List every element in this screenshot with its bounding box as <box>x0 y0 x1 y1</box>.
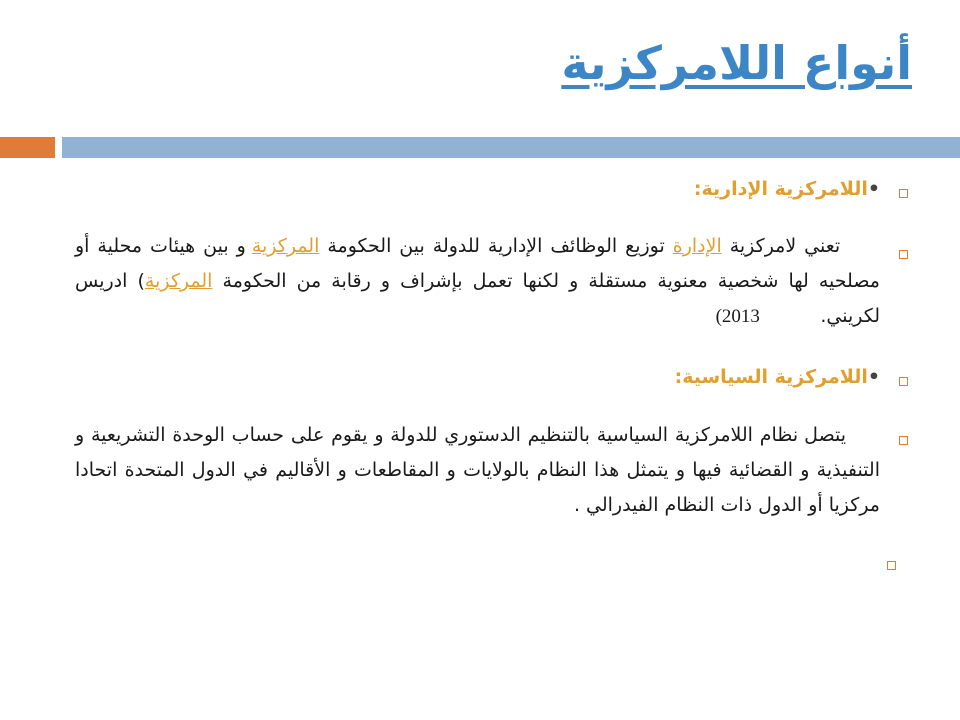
accent-bar-orange <box>0 137 55 158</box>
paragraph-administrative <box>75 229 880 334</box>
accent-bar-blue <box>62 137 960 158</box>
bullet-dot: • <box>867 366 880 388</box>
heading-text: اللامركزية الإدارية: <box>693 178 868 200</box>
bullet-icon <box>899 436 908 445</box>
para-text: و بين هيئات محلية أو مصلحيه لها شخصية معنوية مستقلة و لكنها تعمل بإشراف و رقابة من الحكومة <box>75 235 880 292</box>
link-central[interactable]: المركزية <box>251 235 320 257</box>
slide-title: أنواع اللامركزية <box>561 36 912 90</box>
para-text: تعني لامركزية <box>721 235 841 257</box>
paragraph-political <box>75 418 880 523</box>
bullet-icon <box>887 561 896 570</box>
bullet-icon <box>899 377 908 386</box>
bullet-icon <box>899 189 908 198</box>
link-administration[interactable]: الإدارة <box>672 235 722 257</box>
para-end: . <box>820 305 827 327</box>
citation-year: 2013) <box>715 306 760 327</box>
citation-author: ) ادريس لكريني <box>75 270 880 327</box>
section-heading-administrative <box>694 178 880 200</box>
link-central-2[interactable]: المركزية <box>144 270 213 292</box>
heading-text: اللامركزية السياسية: <box>674 366 868 388</box>
bullet-icon <box>899 250 908 259</box>
para-text: يتصل نظام اللامركزية السياسية بالتنظيم الدستوري للدولة و يقوم على حساب الوحدة التشريعية و التنفيذية و القضائية فيها و يتمثل هذا النظام بالولايات و المقاطعات و الأقاليم في الدول المتحدة اتحادا مركزيا أو الدول ذات النظام الفيدرالي . <box>75 424 880 516</box>
bullet-dot: • <box>867 178 880 200</box>
section-heading-political <box>675 366 880 388</box>
para-text: توزيع الوظائف الإدارية للدولة بين الحكومة <box>319 235 673 257</box>
